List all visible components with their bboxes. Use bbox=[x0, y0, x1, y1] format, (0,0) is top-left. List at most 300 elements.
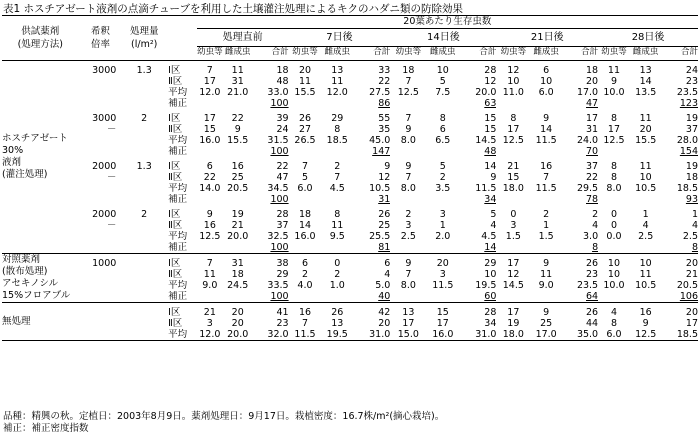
value-cell: 31 bbox=[586, 124, 599, 135]
header-blank bbox=[166, 16, 197, 61]
value-cell: 15.5 bbox=[635, 135, 657, 146]
value-cell: 28 bbox=[484, 307, 497, 318]
value-cell: 18 bbox=[276, 65, 289, 76]
corrected-index-value: 64 bbox=[586, 291, 599, 302]
value-cell: 3 bbox=[439, 269, 446, 280]
agent-label: 無処理 bbox=[2, 315, 31, 327]
dilution-dash: － bbox=[106, 124, 117, 135]
header-dilution: 希釈 倍率 bbox=[90, 26, 110, 50]
value-cell: 8.0 bbox=[400, 183, 416, 194]
row-label: Ⅰ区 bbox=[168, 209, 181, 220]
blank-cell bbox=[630, 194, 662, 205]
header-sub: 雌成虫 bbox=[430, 47, 456, 57]
blank-cell bbox=[197, 291, 223, 303]
blank-cell bbox=[598, 242, 630, 254]
value-cell: 12.5 bbox=[199, 231, 221, 242]
blank-cell bbox=[390, 98, 426, 109]
corrected-index bbox=[562, 242, 598, 254]
amount-value bbox=[122, 258, 166, 303]
row-label: 平均 bbox=[168, 87, 188, 98]
row-label: 平均 bbox=[168, 280, 188, 291]
header-period: 7日後 bbox=[289, 29, 391, 47]
blank-cell bbox=[496, 146, 530, 157]
corrected-index bbox=[252, 291, 288, 303]
value-cell: 8 bbox=[439, 113, 446, 124]
value-cell: 9.0 bbox=[202, 280, 218, 291]
value-cell: 16 bbox=[203, 220, 216, 231]
row-label: 補正 bbox=[168, 242, 188, 253]
value-cell: 17 bbox=[685, 318, 698, 329]
row-label: Ⅰ区 bbox=[168, 307, 181, 318]
header-sub: 幼虫等 bbox=[601, 47, 627, 57]
value-cell: 12 bbox=[507, 269, 520, 280]
dilution-value: 2000 － bbox=[92, 209, 117, 231]
value-cell: 20.0 bbox=[475, 87, 497, 98]
value-cell: 17.0 bbox=[576, 87, 599, 98]
value-cell: 16 bbox=[298, 307, 312, 318]
value-cell: 7 bbox=[543, 172, 550, 183]
value-cell: 9.5 bbox=[329, 231, 345, 242]
value-cell: 1 bbox=[691, 209, 698, 220]
value-cell: 2 bbox=[439, 172, 446, 183]
header-period: 14日後 bbox=[390, 29, 496, 47]
blank-cell bbox=[530, 291, 562, 303]
value-cell: 6.0 bbox=[297, 183, 313, 194]
blank-cell bbox=[223, 194, 253, 205]
value-cell: 17 bbox=[607, 124, 621, 135]
data-table bbox=[2, 15, 698, 341]
value-cell: 14 bbox=[298, 220, 312, 231]
header-survivors: 20葉あたり生存虫数 bbox=[197, 16, 698, 29]
value-cell: 21 bbox=[507, 161, 520, 172]
value-cell: 4 bbox=[642, 220, 649, 231]
row-label: Ⅱ区 bbox=[168, 318, 183, 329]
value-cell: 29 bbox=[484, 258, 497, 269]
dilution-value: 3000 － bbox=[92, 113, 117, 135]
value-cell: 33.0 bbox=[267, 87, 289, 98]
corrected-index bbox=[662, 98, 698, 109]
value-cell: 16 bbox=[540, 161, 553, 172]
value-cell: 37 bbox=[276, 220, 289, 231]
value-cell: 32.5 bbox=[267, 231, 289, 242]
corrected-index bbox=[252, 98, 288, 109]
value-cell: 10.0 bbox=[603, 280, 625, 291]
value-cell: 6 bbox=[439, 124, 446, 135]
header-amount: 処理量 (l/m²) bbox=[129, 26, 159, 50]
value-cell: 3 bbox=[439, 209, 446, 220]
corrected-index-value: 86 bbox=[378, 98, 391, 109]
value-cell: 11 bbox=[540, 269, 553, 280]
value-cell: 12.5 bbox=[502, 135, 524, 146]
value-cell: 11.5 bbox=[535, 135, 557, 146]
value-cell: 18.5 bbox=[676, 329, 698, 340]
table-row bbox=[2, 307, 698, 318]
value-cell: 37 bbox=[685, 124, 698, 135]
value-cell: 8 bbox=[610, 318, 617, 329]
row-label: Ⅱ区 bbox=[168, 220, 183, 231]
row-label: Ⅱ区 bbox=[168, 172, 183, 183]
value-cell: 11 bbox=[607, 65, 621, 76]
value-cell: 2.5 bbox=[400, 231, 416, 242]
blank-cell bbox=[630, 291, 662, 303]
amount-value bbox=[122, 307, 166, 341]
row-label: 補正 bbox=[168, 98, 188, 109]
row-label: 平均 bbox=[168, 135, 188, 146]
value-cell: 47 bbox=[276, 172, 289, 183]
value-cell: 28 bbox=[484, 65, 497, 76]
header-sub: 合計 bbox=[271, 47, 289, 57]
value-cell: 17 bbox=[507, 124, 520, 135]
value-cell: 0.0 bbox=[606, 231, 622, 242]
value-cell: 19 bbox=[231, 209, 244, 220]
dilution-value: 3000 bbox=[92, 65, 117, 76]
value-cell: 16.0 bbox=[432, 329, 454, 340]
corrected-index bbox=[662, 194, 698, 205]
value-cell: 17 bbox=[507, 258, 520, 269]
table-row bbox=[2, 113, 698, 124]
value-cell: 9 bbox=[405, 258, 412, 269]
value-cell: 10.0 bbox=[603, 87, 625, 98]
value-cell: 24.5 bbox=[227, 280, 249, 291]
blank-cell bbox=[223, 291, 253, 303]
value-cell: 3.0 bbox=[583, 231, 599, 242]
value-cell: 7 bbox=[405, 76, 412, 87]
corrected-index-value: 14 bbox=[484, 242, 497, 253]
value-cell: 23.5 bbox=[676, 87, 698, 98]
blank-cell bbox=[197, 146, 223, 157]
value-cell: 26 bbox=[586, 307, 599, 318]
row-label: Ⅱ区 bbox=[168, 124, 183, 135]
value-cell: 13 bbox=[331, 65, 344, 76]
value-cell: 10 bbox=[484, 269, 497, 280]
value-cell: 1 bbox=[642, 209, 649, 220]
value-cell: 23 bbox=[586, 269, 599, 280]
corrected-index-value: 70 bbox=[586, 146, 599, 157]
blank-cell bbox=[426, 242, 459, 254]
value-cell: 16.0 bbox=[199, 135, 221, 146]
value-cell: 20 bbox=[231, 318, 244, 329]
value-cell: 19.5 bbox=[475, 280, 497, 291]
blank-cell bbox=[426, 146, 459, 157]
blank-cell bbox=[496, 291, 530, 303]
blank-cell bbox=[496, 242, 530, 254]
blank-cell bbox=[197, 98, 223, 109]
value-cell: 22 bbox=[203, 172, 216, 183]
value-cell: 4.5 bbox=[481, 231, 497, 242]
header-sub: 合計 bbox=[581, 47, 599, 57]
value-cell: 33 bbox=[378, 65, 391, 76]
corrected-index-value: 78 bbox=[586, 194, 599, 205]
value-cell: 5 bbox=[490, 209, 497, 220]
value-cell: 12.0 bbox=[199, 329, 221, 340]
value-cell: 42 bbox=[378, 307, 391, 318]
value-cell: 15 bbox=[484, 124, 497, 135]
value-cell: 17 bbox=[203, 76, 216, 87]
value-cell: 11.5 bbox=[475, 183, 497, 194]
value-cell: 18 bbox=[231, 269, 244, 280]
value-cell: 6.0 bbox=[606, 329, 622, 340]
value-cell: 45.0 bbox=[369, 135, 391, 146]
header-period: 処理直前 bbox=[197, 29, 289, 47]
corrected-index-value: 100 bbox=[270, 194, 289, 205]
row-label: Ⅱ区 bbox=[168, 269, 183, 280]
value-cell: 14 bbox=[540, 124, 553, 135]
blank-cell bbox=[321, 146, 353, 157]
blank-cell bbox=[598, 291, 630, 303]
value-cell: 17.0 bbox=[535, 329, 557, 340]
value-cell: 48 bbox=[276, 76, 289, 87]
value-cell: 1.0 bbox=[329, 280, 345, 291]
header-period: 28日後 bbox=[598, 29, 698, 47]
blank-cell bbox=[496, 98, 530, 109]
value-cell: 11 bbox=[231, 65, 244, 76]
blank-cell bbox=[289, 98, 322, 109]
value-cell: 13 bbox=[639, 65, 652, 76]
value-cell: 5 bbox=[301, 172, 308, 183]
blank-cell bbox=[321, 98, 353, 109]
corrected-index bbox=[459, 242, 496, 254]
value-cell: 8 bbox=[610, 113, 617, 124]
value-cell: 8.0 bbox=[400, 135, 416, 146]
value-cell: 25 bbox=[540, 318, 553, 329]
value-cell: 6 bbox=[206, 161, 213, 172]
value-cell: 31.0 bbox=[475, 329, 497, 340]
corrected-index bbox=[662, 146, 698, 157]
value-cell: 15.5 bbox=[227, 135, 249, 146]
value-cell: 8 bbox=[610, 172, 617, 183]
header-sub: 合計 bbox=[680, 47, 698, 57]
value-cell: 2 bbox=[334, 161, 341, 172]
value-cell: 16 bbox=[231, 161, 244, 172]
value-cell: 27.5 bbox=[369, 87, 391, 98]
corrected-index-value: 100 bbox=[270, 98, 289, 109]
header-sub: 雌成虫 bbox=[324, 47, 350, 57]
value-cell: 6 bbox=[543, 65, 550, 76]
value-cell: 2 bbox=[301, 269, 308, 280]
value-cell: 2 bbox=[592, 209, 599, 220]
corrected-index bbox=[353, 194, 390, 205]
header-sub: 雌成虫 bbox=[224, 47, 251, 57]
value-cell: 17 bbox=[203, 113, 216, 124]
blank-cell bbox=[426, 98, 459, 109]
row-label: 平均 bbox=[168, 183, 188, 194]
value-cell: 22 bbox=[231, 113, 244, 124]
corrected-index bbox=[252, 146, 288, 157]
row-label: Ⅰ区 bbox=[168, 65, 181, 76]
value-cell: 55 bbox=[378, 113, 391, 124]
value-cell: 21 bbox=[685, 269, 698, 280]
value-cell: 11 bbox=[203, 269, 216, 280]
value-cell: 23 bbox=[276, 318, 289, 329]
value-cell: 8 bbox=[334, 209, 341, 220]
corrected-index bbox=[353, 291, 390, 303]
value-cell: 11.5 bbox=[432, 280, 454, 291]
value-cell: 0 bbox=[334, 258, 341, 269]
row-label: Ⅰ区 bbox=[168, 113, 181, 124]
value-cell: 26 bbox=[298, 113, 312, 124]
value-cell: 7 bbox=[405, 269, 412, 280]
value-cell: 2.5 bbox=[682, 231, 698, 242]
value-cell: 14 bbox=[484, 161, 497, 172]
header-sub: 幼虫等 bbox=[197, 47, 223, 57]
value-cell: 11.5 bbox=[535, 183, 557, 194]
header-sub: 雌成虫 bbox=[632, 47, 659, 57]
blank-cell bbox=[530, 194, 562, 205]
value-cell: 14.5 bbox=[475, 135, 497, 146]
value-cell: 15 bbox=[203, 124, 216, 135]
value-cell: 7 bbox=[405, 172, 412, 183]
value-cell: 23 bbox=[685, 76, 698, 87]
dilution-dash: － bbox=[106, 172, 117, 183]
blank-cell bbox=[390, 194, 426, 205]
corrected-index-value: 147 bbox=[372, 146, 391, 157]
corrected-index-value: 63 bbox=[484, 98, 497, 109]
table-row bbox=[2, 161, 698, 172]
value-cell: 7 bbox=[206, 65, 213, 76]
value-cell: 0 bbox=[510, 209, 517, 220]
value-cell: 20 bbox=[298, 65, 312, 76]
value-cell: 7 bbox=[301, 161, 308, 172]
value-cell: 19 bbox=[685, 113, 698, 124]
header-period: 21日後 bbox=[496, 29, 598, 47]
value-cell: 5 bbox=[439, 161, 446, 172]
value-cell: 20 bbox=[639, 124, 652, 135]
value-cell: 7 bbox=[334, 172, 341, 183]
value-cell: 18 bbox=[402, 65, 415, 76]
corrected-index bbox=[562, 291, 598, 303]
corrected-index bbox=[562, 146, 598, 157]
value-cell: 8.0 bbox=[400, 280, 416, 291]
blank-cell bbox=[426, 194, 459, 205]
dilution-value: 1000 bbox=[92, 258, 117, 269]
value-cell: 25 bbox=[378, 220, 391, 231]
value-cell: 12 bbox=[484, 76, 497, 87]
blank-cell bbox=[321, 242, 353, 254]
value-cell: 9 bbox=[642, 318, 649, 329]
value-cell: 19 bbox=[685, 161, 698, 172]
corrected-index-value: 81 bbox=[378, 242, 391, 253]
corrected-index bbox=[459, 194, 496, 205]
corrected-index-value: 40 bbox=[378, 291, 391, 302]
blank-cell bbox=[223, 98, 253, 109]
value-cell: 11.5 bbox=[294, 329, 316, 340]
value-cell: 35 bbox=[378, 124, 391, 135]
value-cell: 31.5 bbox=[267, 135, 289, 146]
value-cell: 14.5 bbox=[502, 280, 524, 291]
value-cell: 20.0 bbox=[227, 231, 249, 242]
value-cell: 34 bbox=[484, 318, 497, 329]
value-cell: 29 bbox=[331, 113, 344, 124]
value-cell: 10.5 bbox=[635, 183, 657, 194]
amount-value: 1.3 bbox=[136, 161, 152, 172]
value-cell: 2.0 bbox=[435, 231, 451, 242]
value-cell: 0 bbox=[610, 220, 617, 231]
value-cell: 35.0 bbox=[576, 329, 599, 340]
value-cell: 9 bbox=[206, 209, 213, 220]
value-cell: 19 bbox=[507, 318, 520, 329]
blank-cell bbox=[598, 98, 630, 109]
value-cell: 11 bbox=[639, 161, 652, 172]
value-cell: 26 bbox=[586, 258, 599, 269]
amount-value: 2 bbox=[141, 113, 148, 124]
value-cell: 25.5 bbox=[369, 231, 391, 242]
corrected-index bbox=[459, 291, 496, 303]
value-cell: 18 bbox=[298, 209, 312, 220]
blank-cell bbox=[426, 291, 459, 303]
row-label: 補正 bbox=[168, 194, 188, 205]
blank-cell bbox=[630, 242, 662, 254]
value-cell: 37 bbox=[586, 161, 599, 172]
value-cell: 29.5 bbox=[576, 183, 599, 194]
value-cell: 2 bbox=[405, 209, 412, 220]
blank-cell bbox=[223, 146, 253, 157]
header-row bbox=[2, 16, 698, 29]
blank-cell bbox=[530, 146, 562, 157]
corrected-index-value: 34 bbox=[484, 194, 497, 205]
footnote-line-2: 補正：補正密度指数 bbox=[3, 423, 89, 434]
value-cell: 18 bbox=[685, 172, 698, 183]
value-cell: 2 bbox=[334, 269, 341, 280]
value-cell: 19.5 bbox=[326, 329, 348, 340]
corrected-index-value: 47 bbox=[586, 98, 599, 109]
value-cell: 13.5 bbox=[635, 87, 657, 98]
amount-value: 1.3 bbox=[136, 65, 152, 76]
blank-cell bbox=[390, 291, 426, 303]
value-cell: 8.0 bbox=[606, 183, 622, 194]
value-cell: 9 bbox=[405, 161, 412, 172]
value-cell: 8 bbox=[510, 113, 517, 124]
blank-cell bbox=[289, 291, 322, 303]
value-cell: 11 bbox=[331, 220, 344, 231]
blank-cell bbox=[390, 146, 426, 157]
value-cell: 15.0 bbox=[397, 329, 419, 340]
value-cell: 11 bbox=[298, 76, 312, 87]
value-cell: 7 bbox=[206, 258, 213, 269]
value-cell: 28 bbox=[276, 209, 289, 220]
value-cell: 17 bbox=[586, 113, 599, 124]
value-cell: 11 bbox=[331, 76, 344, 87]
value-cell: 1.5 bbox=[505, 231, 521, 242]
value-cell: 20 bbox=[436, 258, 449, 269]
footnote-line-1: 品種：精興の秋。定植日：2003年8月9日。薬剤処理日：9月17日。栽植密度：16.7株/m²(摘心栽培)。 bbox=[3, 411, 445, 422]
value-cell: 6.0 bbox=[538, 87, 554, 98]
value-cell: 26.5 bbox=[294, 135, 316, 146]
value-cell: 7.5 bbox=[435, 87, 451, 98]
value-cell: 8 bbox=[334, 124, 341, 135]
value-cell: 3 bbox=[510, 220, 517, 231]
value-cell: 17 bbox=[507, 307, 520, 318]
value-cell: 9 bbox=[234, 124, 241, 135]
blank-cell bbox=[289, 194, 322, 205]
value-cell: 7 bbox=[405, 113, 412, 124]
blank-cell bbox=[321, 194, 353, 205]
header-sub: 幼虫等 bbox=[500, 47, 527, 57]
value-cell: 9 bbox=[384, 161, 391, 172]
blank-cell bbox=[289, 242, 322, 254]
header-sub: 幼虫等 bbox=[395, 47, 422, 57]
table-row bbox=[2, 258, 698, 269]
footnote bbox=[3, 411, 444, 435]
corrected-index-value: 93 bbox=[685, 194, 698, 205]
value-cell: 14 bbox=[639, 76, 652, 87]
value-cell: 3 bbox=[405, 220, 412, 231]
value-cell: 9 bbox=[610, 76, 617, 87]
value-cell: 3 bbox=[206, 318, 213, 329]
value-cell: 15.5 bbox=[294, 87, 316, 98]
value-cell: 32.0 bbox=[267, 329, 289, 340]
blank-cell bbox=[289, 146, 322, 157]
header-sub: 雌成虫 bbox=[533, 47, 559, 57]
